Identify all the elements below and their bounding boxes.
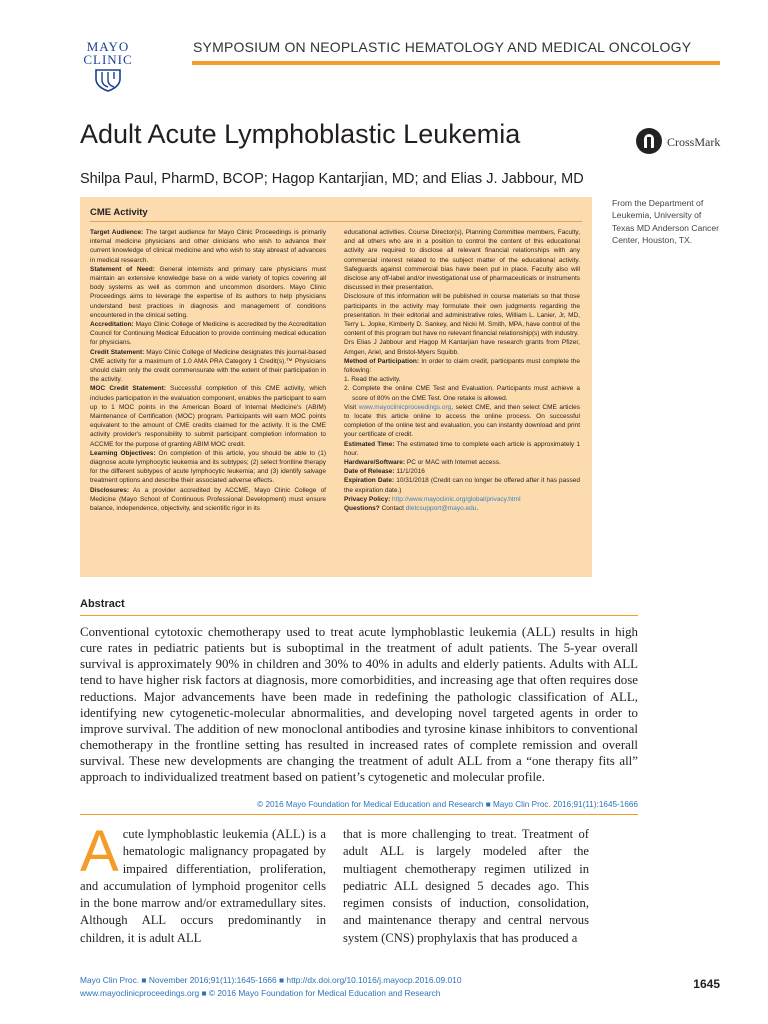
shield-icon	[93, 68, 123, 92]
crossmark-label: CrossMark	[667, 135, 721, 149]
cme-title: CME Activity	[90, 207, 148, 218]
cme-left-column	[90, 228, 326, 513]
cme-target-audience: Target Audience: The target audience for Mayo Clinic Proceedings is primarily internal medicine physicians and other clinicians who wish to advance their current knowledge of clinical medicine and who wish to stay abreast of advances in medical research.	[90, 229, 326, 264]
cme-step-2: 2. Complete the online CME Test and Evaluation. Participants must achieve a score of 80% on the CME Test. One retake is allowed.	[344, 385, 580, 402]
article-title: Adult Acute Lymphoblastic Leukemia	[80, 119, 521, 149]
cme-hardware: Hardware/Software: PC or MAC with Internet access.	[344, 459, 501, 467]
abstract-heading: Abstract	[80, 598, 125, 610]
body-column-right: that is more challenging to treat. Treatment of adult ALL is largely modeled after the multiagent chemotherapy regimen utilized in pediatric ALL designed 5 decades ago. This regimen consists of induction, consolidation, and maintenance therapy and central nervous system (CNS) prophylaxis that has produced a	[343, 827, 589, 945]
cme-statement-of-need: Statement of Need: General internists and primary care physicians must maintain an extensive knowledge base on a wide variety of topics covering all body systems as well as common and uncommon disorders. Mayo Clinic Proceedings aims to leverage the expertise of its authors to help physicians understand best practices in diagnosis and management of conditions encountered in the clinical setting.	[90, 265, 326, 319]
abstract-copyright: © 2016 Mayo Foundation for Medical Education and Research ■ Mayo Clin Proc. 2016;91(11):1645-1666	[257, 800, 638, 809]
cme-disclosure-cont: educational activities. Course Director(s), Planning Committee members, Faculty, and all others who are in a position to control the content of this educational activity are required to disclose all relevant financial relationships with any commercial interest related to the subject matter of the educational activity. Safeguards against commercial bias have been put in place. Faculty also will disclose any off-label and/or investigational use of pharmaceuticals or instruments discussed in their presentation.	[344, 229, 580, 292]
drop-cap: A	[80, 819, 119, 884]
affiliation: From the Department of Leukemia, University of Texas MD Anderson Cancer Center, Houston, TX.	[612, 198, 719, 246]
cme-visit: Visit www.mayoclinicproceedings.org, select CME, and then select CME articles to locate this article online to access the online process. On successful completion of the online test and evaluation, you can instantly download and print your certificate of credit.	[344, 403, 581, 439]
crossmark-icon	[636, 128, 662, 154]
header-rule	[192, 61, 720, 65]
abstract-rule-bottom	[80, 814, 638, 815]
cme-right-column	[344, 228, 580, 513]
cme-release-date: Date of Release: 11/1/2016	[344, 468, 425, 476]
authors: Shilpa Paul, PharmD, BCOP; Hagop Kantarjian, MD; and Elias J. Jabbour, MD	[80, 171, 584, 187]
cme-method: Method of Participation: In order to claim credit, participants must complete the following:	[344, 357, 581, 375]
cme-questions: Questions? Contact dletcsupport@mayo.edu.	[344, 505, 479, 513]
cme-activity-box	[80, 197, 592, 577]
crossmark-badge[interactable]	[636, 128, 732, 156]
cme-moc-credit: MOC Credit Statement: Successful completion of this CME activity, which includes participation in the evaluation component, enables the participant to earn up to 1 MOC points in the American Board of Internal Medicine's (ABIM) Maintenance of Certification (MOC) program. Participants will earn MOC points equivalent to the amount of CME credits claimed for the activity. It is the CME activity provider's responsibility to submit participant completion information to ACCME for the purpose of granting ABIM MOC credit.	[90, 385, 326, 448]
privacy-link[interactable]: http://www.mayoclinic.org/global/privacy.html	[390, 495, 521, 503]
footer-citation[interactable]: Mayo Clin Proc. ■ November 2016;91(11):1645-1666 ■ http://dx.doi.org/10.1016/j.mayocp.2016.09.010	[80, 975, 462, 985]
symposium-heading: SYMPOSIUM ON NEOPLASTIC HEMATOLOGY AND MEDICAL ONCOLOGY	[193, 39, 692, 55]
page-number: 1645	[693, 977, 720, 991]
footer-website[interactable]: www.mayoclinicproceedings.org ■ © 2016 Mayo Foundation for Medical Education and Research	[80, 988, 441, 998]
logo-line1: MAYO	[86, 39, 130, 54]
body-left-text: cute lymphoblastic leukemia (ALL) is a hematologic malignancy propagated by impaired differentiation, proliferation, and accumulation of lymphoid progenitor cells in the bone marrow and/or extramedullary sites. Although ALL occurs predominantly in children, it is adult ALL	[80, 827, 326, 945]
mayo-clinic-logo	[78, 40, 138, 102]
contact-email-link[interactable]: dletcsupport@mayo.edu	[405, 505, 477, 513]
cme-privacy: Privacy Policy: http://www.mayoclinic.org/global/privacy.html	[344, 495, 521, 503]
abstract-rule-top	[80, 615, 638, 616]
body-column-left	[80, 819, 326, 947]
cme-rule	[90, 221, 582, 222]
cme-accreditation: Accreditation: Mayo Clinic College of Medicine is accredited by the Accreditation Council for Continuing Medical Education to provide continuing medical education for physicians.	[90, 321, 326, 347]
logo-line2: CLINIC	[83, 52, 133, 67]
cme-credit-statement: Credit Statement: Mayo Clinic College of Medicine designates this journal-based CME activity for a maximum of 1.0 AMA PRA Category 1 Credit(s).™ Physicians should claim only the credit commensurate with the extent of their participation in the activity.	[90, 348, 326, 384]
cme-disclosure-publish: Disclosure of this information will be published in course materials so that those participants in the activity may formulate their own judgments regarding the presentation. In their editorial and administrative roles, William L. Lanier, Jr, MD, Terry L. Jopke, Kimberly D. Sankey, and Nicki M. Smith, MPA, have control of the content of this program but have no relevant financial relationship(s) with industry.	[344, 293, 580, 338]
cme-learning-objectives: Learning Objectives: On completion of this article, you should be able to (1) diagnose acute lymphocytic leukemia and its subtypes; (2) select frontline therapy for the different subtypes of acute lymphocytic leukemia; and (3) identify salvage treatment options and describe their associated adverse effects.	[90, 449, 327, 485]
cme-expiration-date: Expiration Date: 10/31/2018 (Credit can no longer be offered after it has passed the expiration date.)	[344, 477, 581, 494]
cme-step-1: 1. Read the activity.	[344, 376, 401, 384]
abstract-text: Conventional cytotoxic chemotherapy used to treat acute lymphoblastic leukemia (ALL) results in high cure rates in pediatric patients but is suboptimal in the treatment of adult patients. The 5-year overall survival is approximately 90% in children and 30% to 40% in adults and elderly patients. Adults with ALL tend to have higher risk factors at diagnosis, more comorbidities, and increasing age that often requires dose reductions. Major advancements have been made in redefining the pathologic classification of ALL, identifying new cytogenetic-molecular abnormalities, and developing novel targeted agents in order to improve survival. The addition of new monoclonal antibodies and tyrosine kinase inhibitors to conventional chemotherapy in the frontline setting has resulted in increased rates of complete remission and overall survival. These new developments are changing the treatment of adult ALL from a “one therapy fits all” approach to individualized treatment based on patient’s cytogenetic and molecular profile.	[80, 625, 638, 785]
cme-estimated-time: Estimated Time: The estimated time to complete each article is approximately 1 hour.	[344, 440, 580, 457]
cme-site-link[interactable]: www.mayoclinicproceedings.org	[358, 403, 452, 411]
cme-disclosures: Disclosures: As a provider accredited by ACCME, Mayo Clinic College of Medicine (Mayo School of Continuous Professional Development) must ensure balance, independence, objectivity, and scientific rigor in its	[90, 486, 326, 513]
cme-grants: Drs Elias J Jabbour and Hagop M Kantarjian have research grants from Pfizer, Amgen, Ariel, and Bristol-Myers Squibb.	[344, 339, 580, 356]
